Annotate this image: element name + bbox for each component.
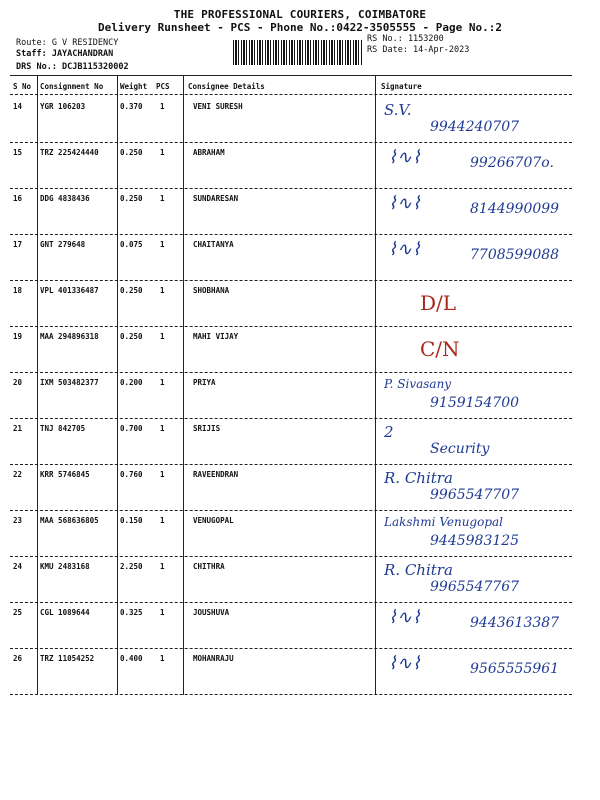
cell-sno: 20 xyxy=(13,378,23,387)
cell-pcs: 1 xyxy=(160,608,165,617)
table-row xyxy=(0,465,600,511)
signature-phone: Security xyxy=(430,441,490,457)
signature-scribble: ⌇∿⌇ xyxy=(388,147,421,168)
signature-phone: 9159154700 xyxy=(430,395,520,411)
signature-phone: 8144990099 xyxy=(470,201,560,217)
cell-consignee: SHOBHANA xyxy=(193,286,230,295)
drs-number: DRS No.: DCJB115320002 xyxy=(16,62,129,72)
cell-weight: 0.200 xyxy=(120,378,143,387)
page-title: THE PROFESSIONAL COURIERS, COIMBATORE xyxy=(173,8,427,21)
route-label: Route: G V RESIDENCY xyxy=(16,38,119,48)
cell-consignee: PRIYA xyxy=(193,378,216,387)
cell-consignment: TRZ 11054252 xyxy=(40,654,95,663)
col-header-consignment: Consignment No xyxy=(40,82,104,91)
signature-phone: 9565555961 xyxy=(470,661,560,677)
cell-sno: 25 xyxy=(13,608,23,617)
col-header-signature: Signature xyxy=(381,82,422,91)
signature-scribble: ⌇∿⌇ xyxy=(388,193,421,214)
cell-consignment: GNT 279648 xyxy=(40,240,86,249)
cell-consignment: KMU 2483168 xyxy=(40,562,90,571)
cell-consignee: CHAITANYA xyxy=(193,240,234,249)
cell-sno: 21 xyxy=(13,424,23,433)
staff-label: Staff: JAYACHANDRAN xyxy=(16,49,114,59)
cell-consignment: TRZ 225424440 xyxy=(40,148,99,157)
cell-weight: 0.700 xyxy=(120,424,143,433)
cell-sno: 18 xyxy=(13,286,23,295)
page-subtitle: Delivery Runsheet - PCS - Phone No.:0422-3505555 - Page No.:2 xyxy=(98,21,502,34)
table-row xyxy=(0,143,600,189)
cell-sno: 23 xyxy=(13,516,23,525)
table-row xyxy=(0,235,600,281)
cell-sno: 19 xyxy=(13,332,23,341)
signature-scribble: ⌇∿⌇ xyxy=(388,607,421,628)
cell-weight: 0.150 xyxy=(120,516,143,525)
signature-phone: 9965547767 xyxy=(430,579,520,595)
cell-consignment: MAA 568636805 xyxy=(40,516,99,525)
cell-weight: 0.250 xyxy=(120,332,143,341)
table-row xyxy=(0,419,600,465)
cell-pcs: 1 xyxy=(160,332,165,341)
col-header-weight: Weight xyxy=(120,82,148,91)
cell-consignee: RAVEENDRAN xyxy=(193,470,239,479)
col-header-sno: S No xyxy=(13,82,32,91)
table-row xyxy=(0,97,600,143)
cell-weight: 0.250 xyxy=(120,194,143,203)
cell-weight: 0.760 xyxy=(120,470,143,479)
table-row xyxy=(0,557,600,603)
cell-weight: 0.075 xyxy=(120,240,143,249)
cell-weight: 2.250 xyxy=(120,562,143,571)
cell-consignment: KRR 5746845 xyxy=(40,470,90,479)
cell-sno: 24 xyxy=(13,562,23,571)
cell-sno: 26 xyxy=(13,654,23,663)
cell-consignment: MAA 294896318 xyxy=(40,332,99,341)
signature-phone: 9944240707 xyxy=(430,119,520,135)
cell-consignment: CGL 1089644 xyxy=(40,608,90,617)
signature-name: 2 xyxy=(384,423,394,441)
table-row xyxy=(0,511,600,557)
cell-consignment: IXM 503482377 xyxy=(40,378,99,387)
signature-phone: 7708599088 xyxy=(470,247,560,263)
rs-date: RS Date: 14-Apr-2023 xyxy=(367,45,470,55)
cell-sno: 16 xyxy=(13,194,23,203)
cell-consignee: SUNDARESAN xyxy=(193,194,239,203)
cell-consignee: VENI SURESH xyxy=(193,102,243,111)
cell-consignee: MAHI VIJAY xyxy=(193,332,239,341)
cell-pcs: 1 xyxy=(160,102,165,111)
cell-consignment: DDG 4838436 xyxy=(40,194,90,203)
cell-pcs: 1 xyxy=(160,424,165,433)
signature-phone: 9965547707 xyxy=(430,487,520,503)
signature-name: C/N xyxy=(420,337,460,361)
cell-sno: 22 xyxy=(13,470,23,479)
signature-name: S.V. xyxy=(384,101,412,119)
cell-weight: 0.370 xyxy=(120,102,143,111)
signature-name: P. Sivasany xyxy=(384,377,452,391)
table-row xyxy=(0,327,600,373)
signature-name: R. Chitra xyxy=(384,561,453,579)
cell-pcs: 1 xyxy=(160,654,165,663)
row-divider xyxy=(10,694,572,695)
cell-pcs: 1 xyxy=(160,240,165,249)
cell-consignee: CHITHRA xyxy=(193,562,225,571)
signature-scribble: ⌇∿⌇ xyxy=(388,653,421,674)
cell-pcs: 1 xyxy=(160,194,165,203)
signature-phone: 99266707o. xyxy=(470,155,554,171)
signature-name: Lakshmi Venugopal xyxy=(384,515,504,529)
table-row xyxy=(0,649,600,695)
signature-phone: 9445983125 xyxy=(430,533,520,549)
cell-pcs: 1 xyxy=(160,378,165,387)
cell-weight: 0.250 xyxy=(120,148,143,157)
cell-consignment: YGR 106203 xyxy=(40,102,86,111)
cell-pcs: 1 xyxy=(160,148,165,157)
table-row xyxy=(0,281,600,327)
cell-weight: 0.400 xyxy=(120,654,143,663)
cell-consignment: TNJ 842705 xyxy=(40,424,86,433)
cell-pcs: 1 xyxy=(160,470,165,479)
table-top-border xyxy=(10,75,572,76)
cell-consignee: MOHANRAJU xyxy=(193,654,234,663)
barcode xyxy=(233,40,363,65)
cell-weight: 0.325 xyxy=(120,608,143,617)
cell-pcs: 1 xyxy=(160,516,165,525)
col-header-consignee: Consignee Details xyxy=(188,82,265,91)
cell-sno: 14 xyxy=(13,102,23,111)
cell-sno: 15 xyxy=(13,148,23,157)
cell-weight: 0.250 xyxy=(120,286,143,295)
signature-name: D/L xyxy=(420,291,457,315)
cell-pcs: 1 xyxy=(160,562,165,571)
col-header-pcs: PCS xyxy=(156,82,170,91)
signature-name: R. Chitra xyxy=(384,469,453,487)
rs-number: RS No.: 1153200 xyxy=(367,34,444,44)
cell-sno: 17 xyxy=(13,240,23,249)
cell-consignment: VPL 401336487 xyxy=(40,286,99,295)
cell-consignee: VENUGOPAL xyxy=(193,516,234,525)
table-row xyxy=(0,189,600,235)
cell-consignee: SRIJIS xyxy=(193,424,221,433)
signature-scribble: ⌇∿⌇ xyxy=(388,239,421,260)
table-header-divider xyxy=(10,94,572,95)
table-row xyxy=(0,603,600,649)
cell-consignee: JOUSHUVA xyxy=(193,608,230,617)
cell-consignee: ABRAHAM xyxy=(193,148,225,157)
cell-pcs: 1 xyxy=(160,286,165,295)
signature-phone: 9443613387 xyxy=(470,615,560,631)
table-row xyxy=(0,373,600,419)
